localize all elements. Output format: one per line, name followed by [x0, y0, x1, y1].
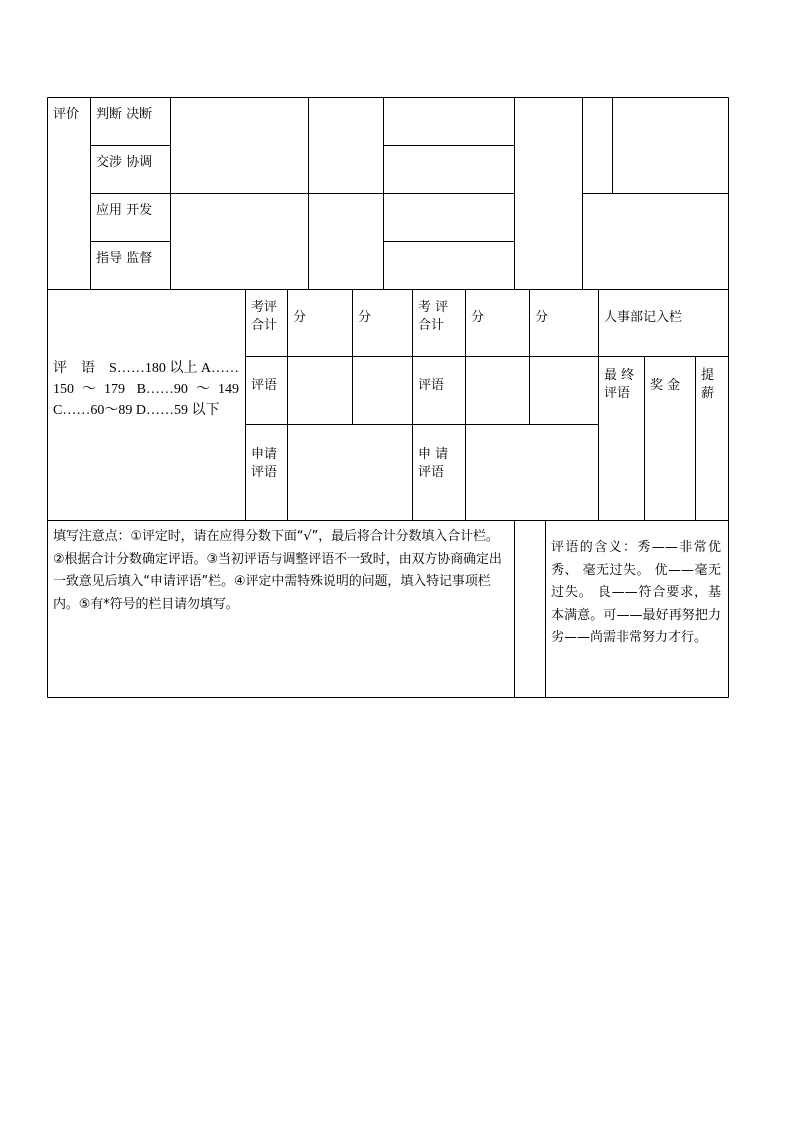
a-score2-label: 分 — [358, 310, 372, 325]
comment-meaning-text: 评语的含义：秀——非常优秀、 毫无过失。 优——毫无过失。 良——符合要求，基本满意。可——最好再努把力 劣——尚需非常努力才行。 — [551, 540, 721, 645]
raise-label: 提薪 — [701, 368, 715, 401]
b-score1-label: 分 — [471, 310, 485, 325]
row-negotiation-label: 交涉 协调 — [96, 155, 153, 170]
a-score1-label: 分 — [293, 310, 307, 325]
b-apply-comment-label: 申 请评语 — [418, 447, 449, 480]
a-apply-comment-label: 申请评语 — [251, 447, 278, 480]
row-judgement-label: 判断 决断 — [96, 107, 153, 122]
final-comment-label: 最 终评语 — [604, 368, 635, 401]
row-application-label: 应用 开发 — [96, 203, 153, 218]
grade-scale-text: 评 语 S……180 以上 A……150～179 B……90～149 C……60～89 D……59 以下 — [53, 361, 239, 418]
evaluation-label: 评价 — [53, 107, 80, 122]
a-total-label: 考评合计 — [251, 300, 278, 333]
filling-notes-text: 填写注意点：①评定时，请在应得分数下面“√”，最后将合计分数填入合计栏。②根据合计分数确定评语。③当初评语与调整评语不一致时，由双方协商确定出一致意见后填入“申请评语”栏。④评定中需特殊说明的问题，填入特记事项栏内。⑤有*符号的栏目请勿填写。 — [53, 529, 502, 612]
b-total-label: 考 评合计 — [418, 300, 449, 333]
b-comment-label: 评语 — [418, 378, 445, 393]
b-score2-label: 分 — [535, 310, 549, 325]
bonus-label: 奖 金 — [650, 378, 681, 393]
hr-section-label: 人事部记入栏 — [604, 310, 683, 325]
a-comment-label: 评语 — [251, 378, 278, 393]
row-guidance-label: 指导 监督 — [96, 251, 153, 266]
